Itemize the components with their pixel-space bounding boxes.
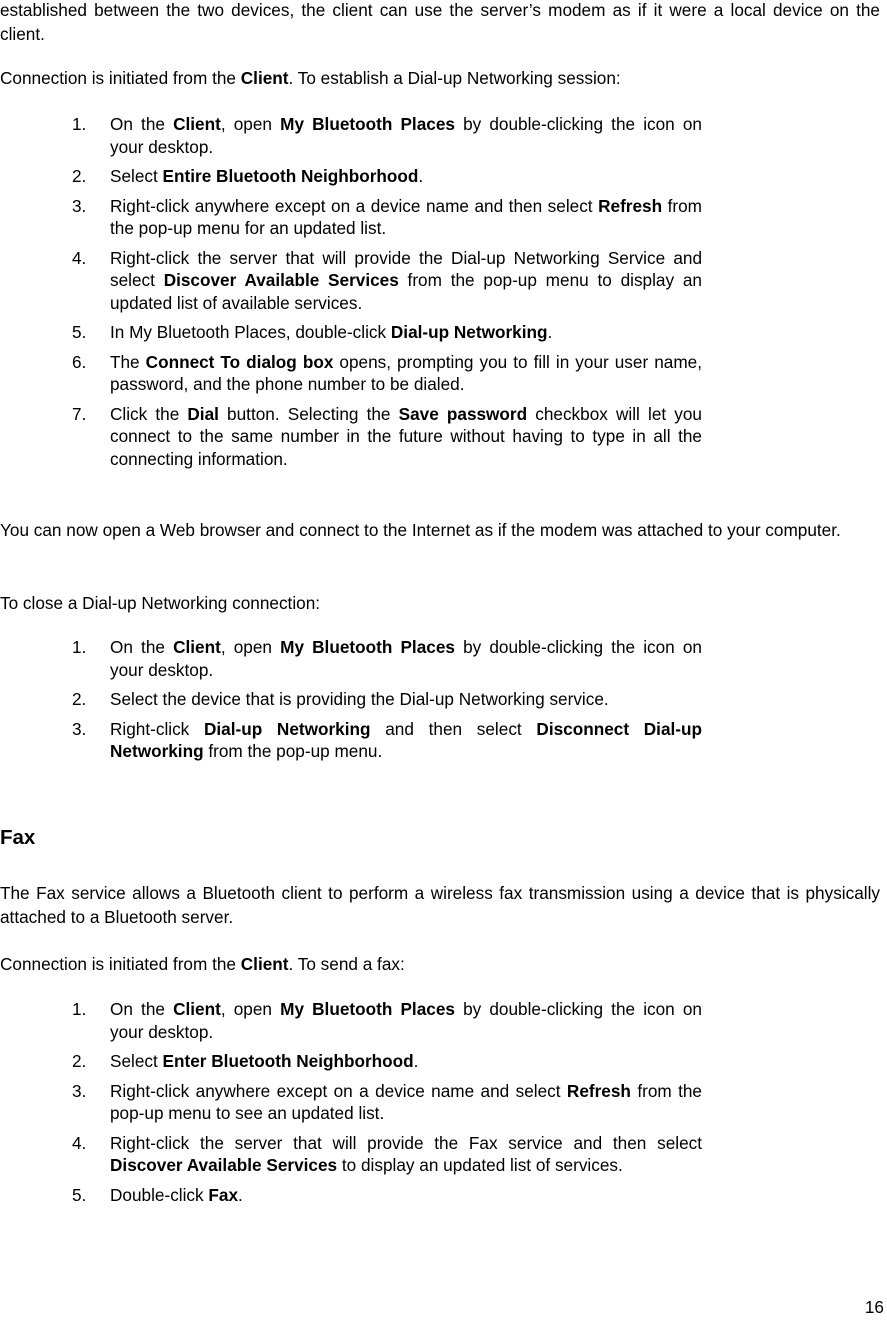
list-item-text: [110, 165, 702, 188]
bold-term: Client: [240, 68, 289, 88]
list-number: 3.: [72, 1080, 87, 1101]
text-run: from the pop-up menu to display an updated list of available services.: [110, 270, 702, 313]
fax-intro: [0, 952, 880, 976]
list-number: 5.: [72, 322, 87, 342]
text-run: You can now open a Web browser and connect to the Internet as if the modem was attached to your computer.: [0, 520, 841, 540]
text-run: button. Selecting the: [218, 403, 399, 424]
text-run: , open: [220, 114, 281, 134]
bold-term: Connect To dialog box: [145, 351, 334, 372]
dun-steps-list: [0, 113, 702, 470]
list-item: [0, 321, 702, 344]
list-number: 3.: [72, 195, 87, 216]
list-number: 1.: [72, 999, 87, 1019]
list-item-text: [110, 998, 702, 1043]
text-run: from the pop-up menu.: [203, 741, 383, 761]
bold-term: Refresh: [566, 1080, 631, 1101]
bold-term: Discover Available Services: [163, 270, 399, 290]
list-item-text: [110, 351, 702, 396]
text-run: Right-click: [110, 718, 204, 739]
text-run: .: [418, 166, 424, 186]
list-item: [0, 195, 702, 240]
close-intro: [0, 591, 880, 615]
bold-term: Client: [240, 954, 289, 974]
text-run: Select: [110, 166, 163, 186]
list-item: [0, 1132, 702, 1177]
text-run: .: [547, 322, 553, 342]
text-run: On the: [110, 114, 174, 134]
text-run: The: [110, 351, 146, 372]
bold-term: My Bluetooth Places: [280, 637, 455, 657]
list-number: 5.: [72, 1184, 87, 1205]
list-item: [0, 247, 702, 315]
text-run: by double-clicking the icon on your desktop.: [110, 999, 702, 1042]
text-run: established between the two devices, the client can use the server’s modem as if it were a local device on the client.: [0, 0, 880, 44]
text-run: Select the device that is providing the Dial-up Networking service.: [110, 689, 609, 709]
list-number: 1.: [72, 114, 87, 134]
text-run: To close a Dial-up Networking connection:: [0, 593, 321, 613]
bold-term: Dial: [187, 403, 219, 424]
page-number: 16: [864, 1297, 884, 1317]
bold-term: Discover Available Services: [110, 1155, 338, 1175]
bold-term: Disconnect Dial-up Networking: [110, 718, 703, 761]
browser-note: [0, 518, 880, 542]
list-item: [0, 1080, 702, 1125]
text-run: . To send a fax:: [288, 954, 405, 974]
bold-term: Client: [173, 637, 221, 657]
bold-term: Client: [173, 114, 221, 134]
list-item-text: [110, 247, 702, 315]
dun-intro: [0, 66, 880, 90]
text-run: Right-click anywhere except on a device name and select: [110, 1080, 567, 1101]
list-item-text: [110, 1184, 702, 1207]
text-run: Right-click anywhere except on a device name and then select: [110, 195, 599, 216]
list-number: 4.: [72, 1132, 87, 1153]
bold-term: Entire Bluetooth Neighborhood: [162, 166, 419, 186]
list-item-text: [110, 321, 702, 344]
text-run: Double-click: [110, 1184, 209, 1205]
list-item-text: [110, 403, 702, 471]
text-run: Click the: [110, 403, 188, 424]
list-item: [0, 688, 702, 711]
text-run: On the: [110, 637, 174, 657]
list-item: [0, 403, 702, 471]
text-run: by double-clicking the icon on your desktop.: [110, 637, 702, 680]
list-item-text: [110, 636, 702, 681]
bold-term: Save password: [398, 403, 528, 424]
list-item: [0, 351, 702, 396]
list-item: [0, 1050, 702, 1073]
bold-term: Dial-up Networking: [390, 322, 548, 342]
text-run: Right-click the server that will provide the Fax service and then select: [110, 1132, 702, 1153]
list-item: [0, 718, 702, 763]
text-run: checkbox will let you connect to the same number in the future without having to type in all the connecting information.: [110, 403, 702, 469]
list-item-text: [110, 688, 702, 711]
list-number: 3.: [72, 718, 87, 739]
text-run: On the: [110, 999, 174, 1019]
text-run: to display an updated list of services.: [337, 1155, 623, 1175]
list-item: [0, 1184, 702, 1207]
bold-term: Client: [173, 999, 221, 1019]
list-item: [0, 113, 702, 158]
list-item-text: [110, 113, 702, 158]
text-run: opens, prompting you to fill in your user name, password, and the phone number to be dialed.: [110, 351, 702, 394]
text-run: Connection is initiated from the: [0, 68, 241, 88]
text-run: In My Bluetooth Places, double-click: [110, 322, 391, 342]
list-number: 7.: [72, 403, 87, 424]
list-item-text: [110, 718, 702, 763]
text-run: from the pop-up menu to see an updated list.: [110, 1080, 702, 1123]
bold-term: Enter Bluetooth Neighborhood: [162, 1051, 414, 1071]
list-item: [0, 636, 702, 681]
text-run: The Fax service allows a Bluetooth client to perform a wireless fax transmission using a device that is physically attached to a Bluetooth server.: [0, 883, 880, 927]
close-steps-list: [0, 636, 702, 763]
bold-term: Refresh: [598, 195, 663, 216]
text-run: and then select: [370, 718, 537, 739]
text-run: , open: [220, 999, 281, 1019]
list-item-text: [110, 195, 702, 240]
fax-description: [0, 881, 880, 929]
list-item-text: [110, 1080, 702, 1125]
list-number: 2.: [72, 166, 87, 186]
list-number: 4.: [72, 247, 87, 268]
list-item-text: [110, 1132, 702, 1177]
bold-term: Fax: [208, 1184, 239, 1205]
text-run: , open: [220, 637, 281, 657]
section-heading-fax: Fax: [0, 826, 36, 849]
bold-term: My Bluetooth Places: [280, 999, 455, 1019]
list-number: 2.: [72, 689, 87, 709]
text-run: by double-clicking the icon on your desktop.: [110, 114, 702, 157]
text-run: . To establish a Dial-up Networking session:: [288, 68, 621, 88]
text-run: Connection is initiated from the: [0, 954, 241, 974]
list-item: [0, 165, 702, 188]
intro-continuation: [0, 0, 880, 46]
text-run: Right-click the server that will provide the Dial-up Networking Service and select: [110, 247, 702, 290]
bold-term: My Bluetooth Places: [280, 114, 455, 134]
list-number: 1.: [72, 637, 87, 657]
list-item: [0, 998, 702, 1043]
text-run: from the pop-up menu for an updated list.: [110, 195, 702, 238]
text-run: .: [413, 1051, 419, 1071]
text-run: .: [238, 1184, 243, 1205]
list-number: 6.: [72, 351, 87, 372]
list-number: 2.: [72, 1051, 87, 1071]
bold-term: Dial-up Networking: [203, 718, 371, 739]
text-run: Select: [110, 1051, 163, 1071]
list-item-text: [110, 1050, 702, 1073]
fax-steps-list: [0, 998, 702, 1206]
